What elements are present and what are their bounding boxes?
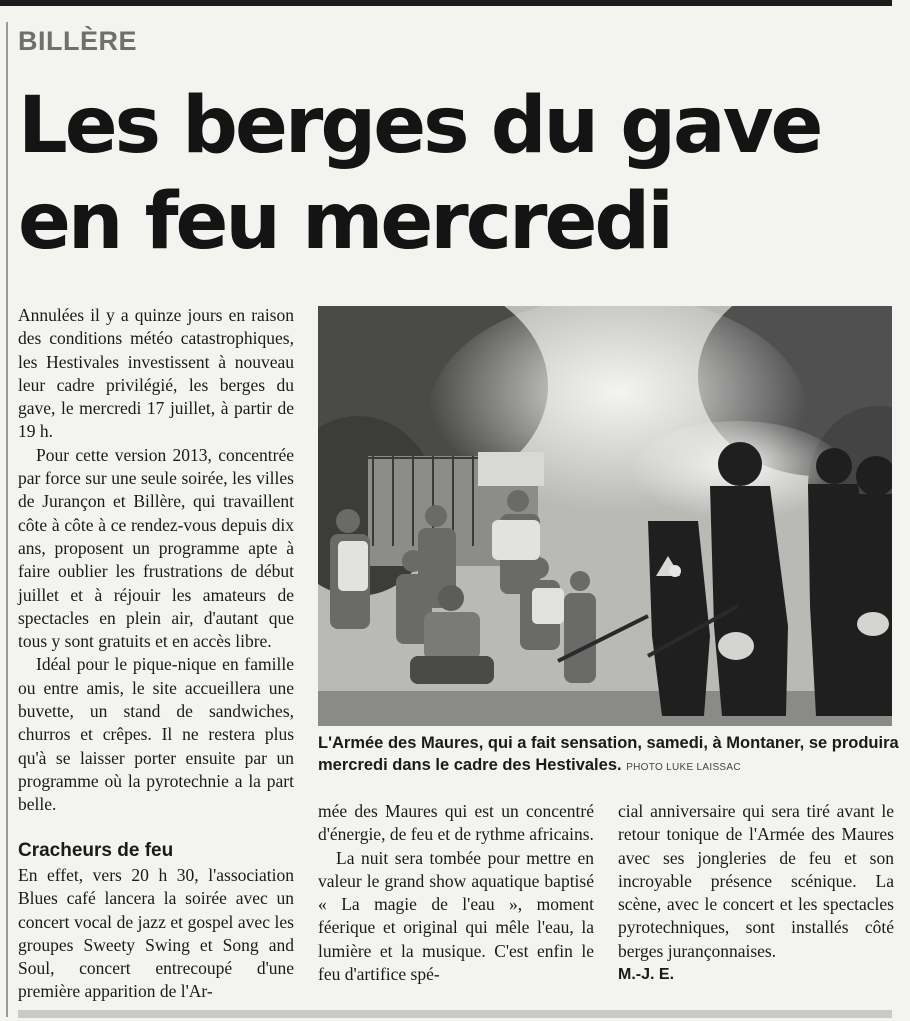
column-3 [618, 800, 894, 986]
author-signature: M.-J. E. [618, 966, 675, 984]
photo-credit: PHOTO LUKE LAISSAC [626, 762, 741, 773]
photo-caption [318, 732, 908, 779]
column-2 [318, 800, 594, 986]
photo-illustration [318, 306, 892, 726]
intro-paragraph-2: Pour cette version 2013, concentrée par force sur une seule soirée, les villes de Jurançon et Billère, qui travaillent côte à côte à ce rendez-vous depuis dix ans, proposent un programme apte à faire oublier les frustrations de début juillet et à réjouir les amateurs de spectacles en plein air, d'autant que tous y sont gratuits et en accès libre. [18, 444, 294, 652]
intro-column [18, 304, 294, 817]
column-1-paragraph: En effet, vers 20 h 30, l'association Blues café lancera la soirée avec un concert vocal de jazz et gospel avec les groupes Sweety Swing et Song and Soul, concert entrecoupé d'une première apparition de l'Ar- [18, 865, 294, 1002]
headline-line-2: en feu mercredi [18, 177, 671, 267]
intro-paragraph-3: Idéal pour le pique-nique en famille ou entre amis, le site accueillera une buvette, un stand de sandwiches, churros et crêpes. Il ne restera plus qu'à se laisser porter ensuite par un programme où la pyrotechnie a la part belle. [18, 654, 294, 815]
section-kicker: BILLÈRE [18, 26, 138, 56]
column-2-paragraph-1: mée des Maures qui est un concentré d'énergie, de feu et de rythme africains. [318, 801, 594, 845]
headline-line-1: Les berges du gave [18, 81, 821, 171]
caption-text: L'Armée des Maures, qui a fait sensation, samedi, à Montaner, se produira mercredi dans le cadre des Hestivales. [318, 734, 899, 774]
column-1-body [18, 864, 294, 1004]
column-2-paragraph-2: La nuit sera tombée pour mettre en valeur le grand show aquatique baptisé « La magie de l'eau », moment féerique et original qui mêle l'eau, la lumière et la musique. C'est enfin le feu d'artifice spé- [318, 847, 594, 985]
headline [18, 78, 898, 270]
article-photo [318, 306, 892, 726]
bottom-rule [18, 1010, 892, 1018]
top-rule [0, 0, 892, 6]
subheading: Cracheurs de feu [18, 840, 174, 861]
left-rule [6, 22, 8, 1017]
intro-paragraph-1: Annulées il y a quinze jours en raison des conditions météo catastrophiques, les Hestivales investissent à nouveau leur cadre privilégié, les berges du gave, le mercredi 17 juillet, à partir de 19 h. [18, 305, 294, 442]
column-3-paragraph: cial anniversaire qui sera tiré avant le retour tonique de l'Armée des Maures avec ses jongleries de feu et son incroyable présence scénique. La scène, avec le concert et les spectacles pyrotechniques, sont installés côté berges jurançonnaises. [618, 801, 894, 961]
